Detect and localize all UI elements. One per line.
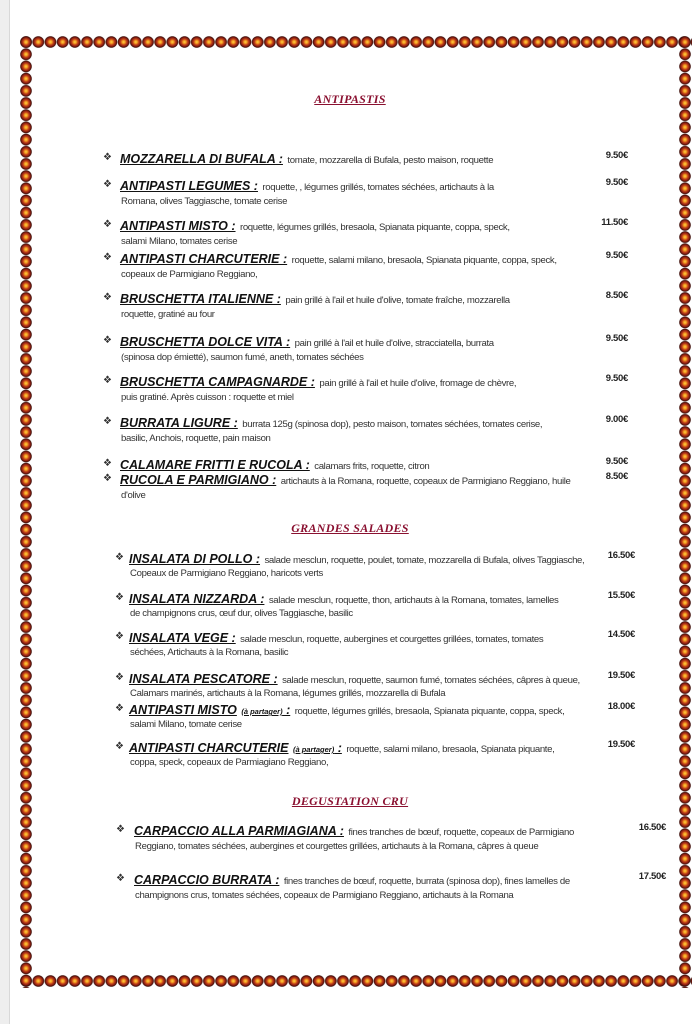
item-name: CALAMARE FRITTI E RUCOLA : bbox=[120, 458, 310, 472]
item-description: pain grillé à l'ail et huile d'olive, fromage de chèvre, bbox=[319, 378, 517, 389]
item-line bbox=[129, 670, 580, 688]
item-description-cont: Copeaux de Parmigiano Reggiano, haricots verts bbox=[130, 568, 323, 579]
diamond-bullet-icon: ❖ bbox=[103, 179, 112, 190]
item-description: salade mesclun, roquette, saumon fumé, tomates séchées, câpres à queue, bbox=[282, 675, 580, 686]
item-name: ANTIPASTI CHARCUTERIE bbox=[129, 741, 289, 755]
item-line bbox=[120, 150, 493, 168]
item-name: ANTIPASTI MISTO bbox=[129, 703, 237, 717]
item-description-cont: Reggiano, tomates séchées, aubergines et courgettes grillées, artichauts à la Romana, câpres à queue bbox=[135, 841, 539, 852]
diamond-bullet-icon: ❖ bbox=[116, 873, 125, 884]
item-price: 18.00€ bbox=[607, 701, 635, 712]
item-description: roquette, légumes grillés, bresaola, Spianata piquante, coppa, speck, bbox=[294, 706, 565, 717]
decorative-border-top bbox=[20, 36, 692, 49]
item-price: 19.50€ bbox=[607, 739, 635, 750]
item-price: 8.50€ bbox=[605, 290, 628, 301]
item-description: calamars frits, roquette, citron bbox=[314, 461, 430, 472]
item-description: pain grillé à l'ail et huile d'olive, stracciatella, burrata bbox=[294, 338, 494, 349]
item-description-cont: Romana, olives Taggiasche, tomate cerise bbox=[121, 196, 288, 207]
item-description-cont: puis gratiné. Après cuisson : roquette et miel bbox=[121, 392, 294, 403]
item-name: ANTIPASTI MISTO : bbox=[120, 219, 236, 233]
diamond-bullet-icon: ❖ bbox=[115, 631, 124, 642]
item-name: CARPACCIO BURRATA : bbox=[134, 873, 280, 887]
item-name: CARPACCIO ALLA PARMIAGIANA : bbox=[134, 824, 344, 838]
item-price: 9.50€ bbox=[605, 250, 628, 261]
item-price: 8.50€ bbox=[605, 471, 628, 482]
diamond-bullet-icon: ❖ bbox=[116, 824, 125, 835]
item-price: 16.50€ bbox=[607, 550, 635, 561]
item-description-cont: salami Milano, tomate cerise bbox=[130, 719, 242, 730]
section-heading: GRANDES SALADES bbox=[291, 521, 409, 535]
diamond-bullet-icon: ❖ bbox=[103, 473, 112, 484]
item-line bbox=[120, 373, 516, 391]
item-line bbox=[129, 739, 554, 757]
diamond-bullet-icon: ❖ bbox=[103, 458, 112, 469]
decorative-border-bottom bbox=[20, 975, 692, 988]
item-price: 9.50€ bbox=[605, 333, 628, 344]
item-name: ANTIPASTI CHARCUTERIE : bbox=[120, 252, 288, 266]
item-name: BRUSCHETTA DOLCE VITA : bbox=[120, 335, 291, 349]
diamond-bullet-icon: ❖ bbox=[103, 152, 112, 163]
item-name: MOZZARELLA DI BUFALA : bbox=[120, 152, 283, 166]
diamond-bullet-icon: ❖ bbox=[103, 335, 112, 346]
decorative-border-left bbox=[20, 36, 33, 988]
item-line bbox=[129, 550, 584, 568]
item-line bbox=[120, 290, 510, 308]
diamond-bullet-icon: ❖ bbox=[103, 252, 112, 263]
item-description-cont: (spinosa dop émietté), saumon fumé, aneth, tomates séchées bbox=[121, 352, 364, 363]
item-price: 15.50€ bbox=[607, 590, 635, 601]
item-description-cont: séchées, Artichauts à la Romana, basilic bbox=[130, 647, 289, 658]
item-name: INSALATA DI POLLO : bbox=[129, 552, 261, 566]
item-line bbox=[120, 333, 494, 351]
decorative-border-right bbox=[679, 36, 692, 988]
item-description: pain grillé à l'ail et huile d'olive, tomate fraîche, mozzarella bbox=[285, 295, 510, 306]
item-line bbox=[129, 590, 558, 608]
item-description: roquette, , légumes grillés, tomates séchées, artichauts à la bbox=[262, 182, 494, 193]
item-line bbox=[129, 701, 564, 719]
item-price: 16.50€ bbox=[638, 822, 666, 833]
item-description: tomate, mozzarella di Bufala, pesto maison, roquette bbox=[287, 155, 494, 166]
item-description-cont: champignons crus, tomates séchées, copeaux de Parmigiano Reggiano, artichauts à la Romana bbox=[135, 890, 514, 901]
item-description: artichauts à la Romana, roquette, copeaux de Parmigiano Reggiano, huile bbox=[280, 476, 571, 487]
item-line bbox=[134, 871, 570, 889]
item-note: (à partager) bbox=[292, 745, 335, 754]
item-description: burrata 125g (spinosa dop), pesto maison, tomates séchées, tomates cerise, bbox=[242, 419, 543, 430]
diamond-bullet-icon: ❖ bbox=[103, 375, 112, 386]
diamond-bullet-icon: ❖ bbox=[115, 741, 124, 752]
section-heading: DEGUSTATION CRU bbox=[291, 794, 409, 808]
item-description: roquette, salami milano, bresaola, Spianata piquante, bbox=[346, 744, 555, 755]
item-description: salade mesclun, roquette, poulet, tomate, mozzarella di Bufala, olives Taggiasche, bbox=[264, 555, 585, 566]
section-heading: ANTIPASTIS bbox=[314, 92, 386, 106]
item-line bbox=[129, 629, 543, 647]
item-colon: : bbox=[334, 741, 342, 755]
item-description-cont: coppa, speck, copeaux de Parmiagiano Reggiano, bbox=[130, 757, 329, 768]
diamond-bullet-icon: ❖ bbox=[115, 672, 124, 683]
item-description: fines tranches de bœuf, roquette, copeaux de Parmigiano bbox=[348, 827, 574, 838]
item-description-cont: Calamars marinés, artichauts à la Romana, légumes grillés, mozzarella di Bufala bbox=[130, 688, 446, 699]
item-name: ANTIPASTI LEGUMES : bbox=[120, 179, 258, 193]
item-line bbox=[120, 250, 557, 268]
item-description: roquette, légumes grillés, bresaola, Spianata piquante, coppa, speck, bbox=[239, 222, 510, 233]
item-name: INSALATA PESCATORE : bbox=[129, 672, 278, 686]
item-name: BRUSCHETTA ITALIENNE : bbox=[120, 292, 281, 306]
item-name: BURRATA LIGURE : bbox=[120, 416, 238, 430]
item-description-cont: salami Milano, tomates cerise bbox=[121, 236, 238, 247]
item-price: 9.50€ bbox=[605, 373, 628, 384]
item-line bbox=[120, 217, 510, 235]
item-colon: : bbox=[282, 703, 291, 717]
diamond-bullet-icon: ❖ bbox=[103, 292, 112, 303]
item-description-cont: basilic, Anchois, roquette, pain maison bbox=[121, 433, 271, 444]
page-edge bbox=[0, 0, 10, 1024]
item-description-cont: copeaux de Parmigiano Reggiano, bbox=[121, 269, 258, 280]
item-name: RUCOLA E PARMIGIANO : bbox=[120, 473, 277, 487]
item-description-cont: roquette, gratiné au four bbox=[121, 309, 215, 320]
item-description: fines tranches de bœuf, roquette, burrata (spinosa dop), fines lamelles de bbox=[283, 876, 570, 887]
item-price: 14.50€ bbox=[607, 629, 635, 640]
item-line bbox=[120, 414, 542, 432]
item-line bbox=[120, 471, 571, 489]
item-note: (à partager) bbox=[241, 707, 283, 716]
item-price: 17.50€ bbox=[638, 871, 666, 882]
item-description-cont: d'olive bbox=[121, 490, 146, 501]
diamond-bullet-icon: ❖ bbox=[115, 592, 124, 603]
item-name: BRUSCHETTA CAMPAGNARDE : bbox=[120, 375, 315, 389]
diamond-bullet-icon: ❖ bbox=[103, 416, 112, 427]
item-price: 19.50€ bbox=[607, 670, 635, 681]
item-name: INSALATA NIZZARDA : bbox=[129, 592, 265, 606]
item-line bbox=[134, 822, 574, 840]
item-line bbox=[120, 177, 494, 195]
item-description-cont: de champignons crus, œuf dur, olives Taggiasche, basilic bbox=[130, 608, 353, 619]
item-description: roquette, salami milano, bresaola, Spianata piquante, coppa, speck, bbox=[291, 255, 557, 266]
item-price: 9.50€ bbox=[605, 150, 628, 161]
item-name: INSALATA VEGE : bbox=[129, 631, 236, 645]
item-price: 9.50€ bbox=[605, 177, 628, 188]
item-price: 11.50€ bbox=[601, 217, 628, 228]
diamond-bullet-icon: ❖ bbox=[103, 219, 112, 230]
item-description: salade mesclun, roquette, aubergines et courgettes grillées, tomates, tomates bbox=[240, 634, 544, 645]
diamond-bullet-icon: ❖ bbox=[115, 552, 124, 563]
item-price: 9.50€ bbox=[605, 456, 628, 467]
diamond-bullet-icon: ❖ bbox=[115, 703, 124, 714]
item-price: 9.00€ bbox=[605, 414, 628, 425]
item-description: salade mesclun, roquette, thon, artichauts à la Romana, tomates, lamelles bbox=[268, 595, 559, 606]
